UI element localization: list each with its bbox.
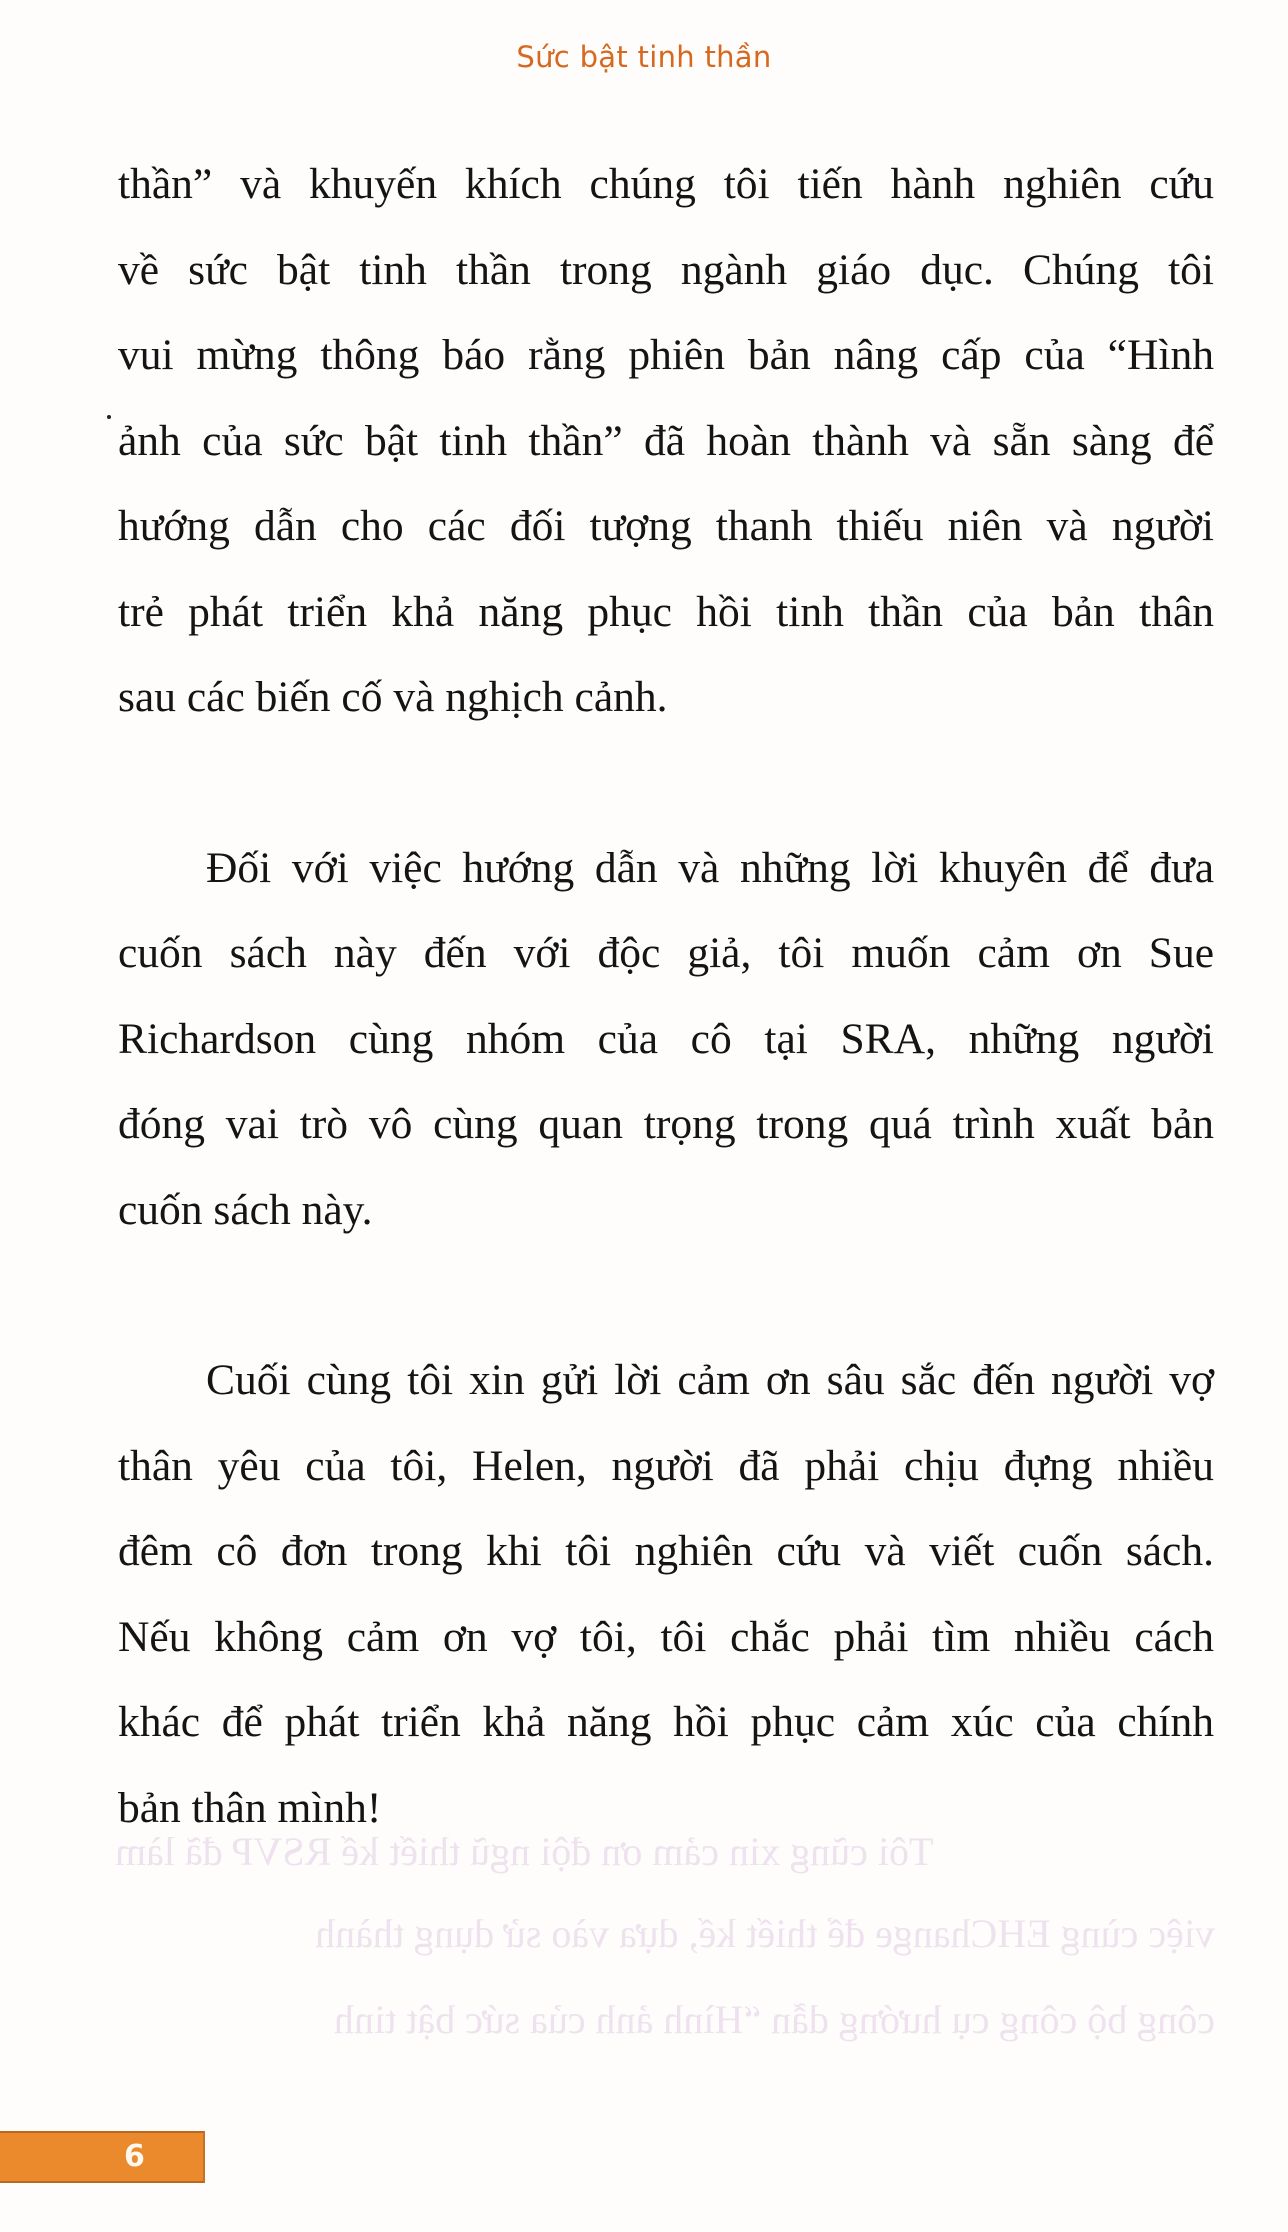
running-head: Sức bật tinh thần [516,40,772,74]
print-speck [107,415,111,419]
text-line: trẻ phát triển khả năng phục hồi tinh thần của bản thân [118,587,1214,636]
paragraph-3 [118,1338,1214,1851]
text-line: Cuối cùng tôi xin gửi lời cảm ơn sâu sắc đến người vợ [206,1356,1214,1404]
body-text [118,142,1214,1851]
showthrough-line: việc cùng EHChange để thiết kế, dựa vào sử dụng thành [315,1911,1215,1956]
text-line: cuốn sách này. [118,1185,373,1234]
page-number-badge [0,2131,205,2183]
text-line: Richardson cùng nhóm của cô tại SRA, những người [118,1014,1214,1063]
text-line: Đối với việc hướng dẫn và những lời khuyên để đưa [206,843,1214,892]
showthrough-line: Tôi cũng xin cảm ơn đội ngũ thiết kế RSVP đã làm [115,1829,934,1874]
paragraph-1 [118,142,1214,741]
text-line: đêm cô đơn trong khi tôi nghiên cứu và viết cuốn sách. [118,1527,1214,1575]
text-line: đóng vai trò vô cùng quan trọng trong quá trình xuất bản [118,1100,1214,1148]
paragraph-2 [118,826,1214,1254]
text-line: vui mừng thông báo rằng phiên bản nâng cấp của “Hình [118,331,1214,379]
showthrough-line: công bộ công cụ hướng dẫn “Hình ảnh của sức bật tinh [334,1997,1215,2042]
text-line: sau các biến cố và nghịch cảnh. [118,673,668,721]
text-line: hướng dẫn cho các đối tượng thanh thiếu niên và người [118,502,1214,550]
text-line: thân yêu của tôi, Helen, người đã phải chịu đựng nhiều [118,1441,1214,1490]
text-line: bản thân mình! [118,1783,382,1832]
text-line: Nếu không cảm ơn vợ tôi, tôi chắc phải tìm nhiều cách [118,1612,1214,1661]
text-line: cuốn sách này đến với độc giả, tôi muốn cảm ơn Sue [118,929,1214,977]
text-line: về sức bật tinh thần trong ngành giáo dục. Chúng tôi [118,245,1214,294]
text-line: ảnh của sức bật tinh thần” đã hoàn thành và sẵn sàng để [118,416,1214,465]
text-line: khác để phát triển khả năng hồi phục cảm xúc của chính [118,1698,1214,1746]
page-number: 6 [124,2139,145,2174]
text-line: thần” và khuyến khích chúng tôi tiến hành nghiên cứu [118,160,1214,208]
